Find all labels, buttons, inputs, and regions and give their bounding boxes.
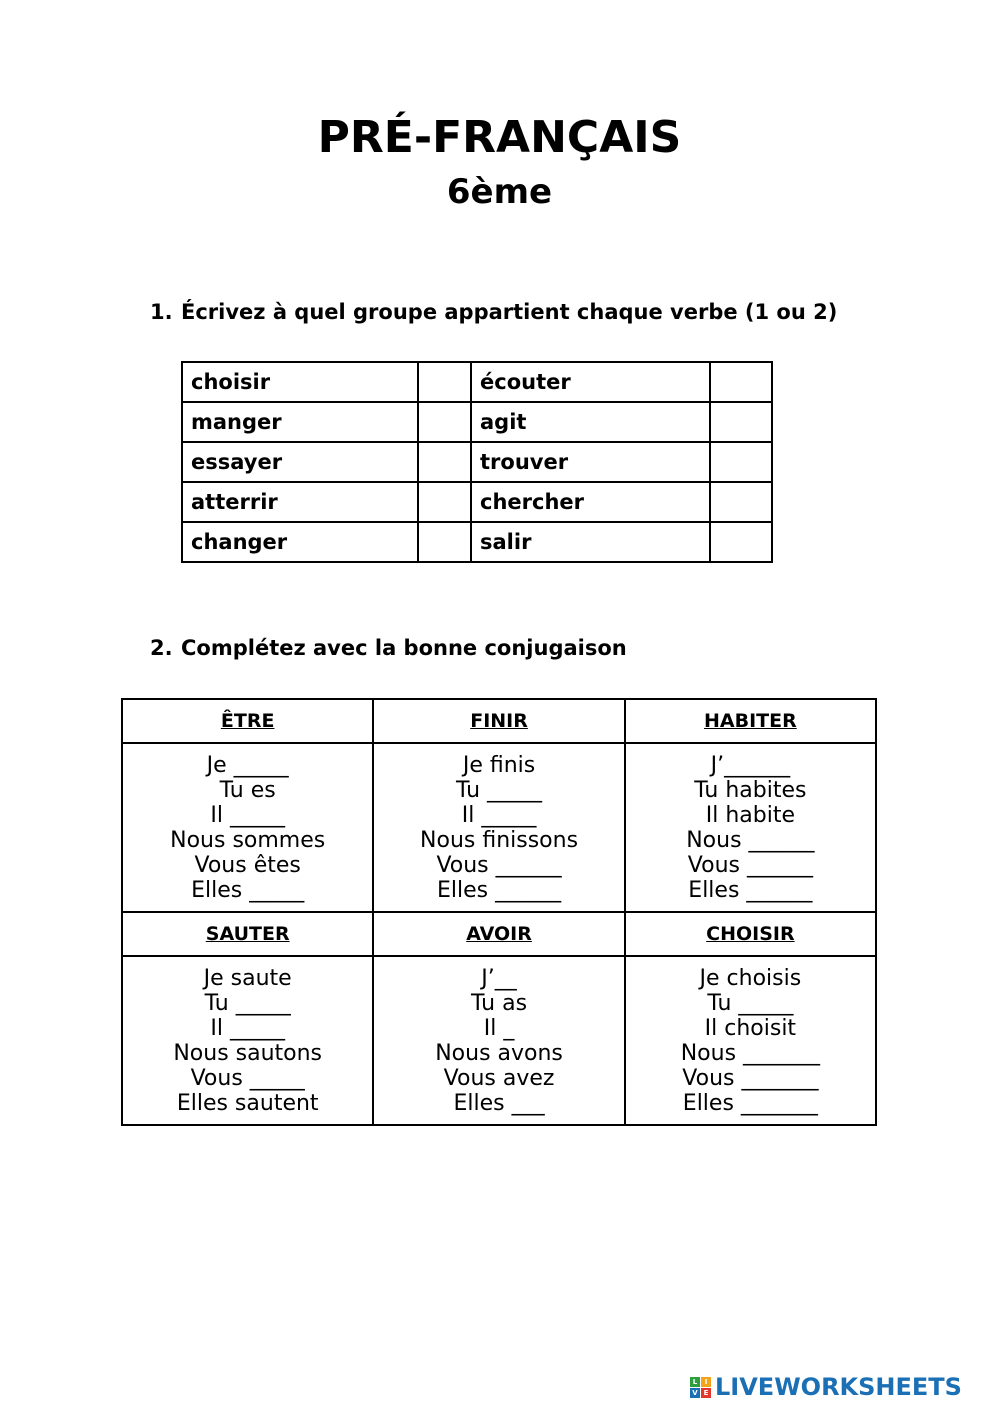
question-2-number: 2. <box>150 636 173 660</box>
conjugation-line[interactable]: J’__ <box>481 966 517 991</box>
conjugation-line[interactable]: J’______ <box>710 753 791 778</box>
page-subtitle: 6ème <box>446 172 553 212</box>
conjugation-line: Nous avons <box>435 1041 563 1066</box>
conjugation-line[interactable]: Elles ______ <box>688 878 813 903</box>
page-title: PRÉ-FRANÇAIS <box>317 112 682 163</box>
answer-box[interactable] <box>418 482 471 522</box>
conjugation-line[interactable]: Il _____ <box>461 803 537 828</box>
table-row <box>122 743 876 912</box>
conjugation-cell <box>373 743 624 912</box>
conjugation-line: Nous sommes <box>170 828 326 853</box>
answer-box[interactable] <box>418 402 471 442</box>
conjugation-line[interactable]: Je _____ <box>206 753 289 778</box>
conjugation-line[interactable]: Tu _____ <box>707 991 794 1016</box>
table-row <box>182 482 772 522</box>
conjugation-cell <box>122 956 373 1125</box>
conjugation-line: Je saute <box>203 966 292 991</box>
verb-cell: choisir <box>182 362 418 402</box>
verb-cell: écouter <box>471 362 710 402</box>
conjugation-line[interactable]: Vous ______ <box>687 853 813 878</box>
answer-box[interactable] <box>710 482 772 522</box>
verb-cell: chercher <box>471 482 710 522</box>
answer-box[interactable] <box>418 522 471 562</box>
conjugation-line: Tu es <box>219 778 276 803</box>
conjugation-line[interactable]: Vous _____ <box>190 1066 305 1091</box>
verb-cell: essayer <box>182 442 418 482</box>
conjugation-line: Elles sautent <box>176 1091 319 1116</box>
question-2 <box>150 636 627 660</box>
conjugation-line: Vous êtes <box>194 853 301 878</box>
answer-box[interactable] <box>710 362 772 402</box>
question-2-text: Complétez avec la bonne conjugaison <box>181 636 627 660</box>
conjugation-cell <box>625 956 876 1125</box>
table-row <box>182 442 772 482</box>
conjugation-line[interactable]: Elles _____ <box>191 878 305 903</box>
conjugation-table <box>121 698 877 1126</box>
conjugation-line: Tu as <box>471 991 528 1016</box>
answer-box[interactable] <box>418 362 471 402</box>
table-row <box>182 522 772 562</box>
conjugation-line[interactable]: Il _ <box>483 1016 515 1041</box>
verb-header: AVOIR <box>373 912 624 956</box>
conjugation-line[interactable]: Tu _____ <box>204 991 291 1016</box>
conjugation-line: Vous avez <box>443 1066 555 1091</box>
table-row <box>182 362 772 402</box>
conjugation-line[interactable]: Il _____ <box>210 803 285 828</box>
liveworksheets-logo-text: LIVEWORKSHEETS <box>715 1373 962 1401</box>
verb-group-table <box>181 361 773 563</box>
verb-cell: trouver <box>471 442 710 482</box>
conjugation-line[interactable]: Vous ______ <box>436 853 562 878</box>
conjugation-line: Je choisis <box>699 966 802 991</box>
verb-header: CHOISIR <box>625 912 876 956</box>
conjugation-cell <box>625 743 876 912</box>
conjugation-line: Nous finissons <box>420 828 579 853</box>
verb-header: HABITER <box>625 699 876 743</box>
answer-box[interactable] <box>710 442 772 482</box>
liveworksheets-logo-icon: L I V E <box>690 1377 711 1398</box>
conjugation-cell <box>122 743 373 912</box>
verb-cell: atterrir <box>182 482 418 522</box>
verb-header: ÊTRE <box>122 699 373 743</box>
conjugation-line: Nous sautons <box>173 1041 323 1066</box>
conjugation-line: Tu habites <box>694 778 807 803</box>
liveworksheets-logo <box>690 1374 962 1400</box>
conjugation-cell <box>373 956 624 1125</box>
answer-box[interactable] <box>710 402 772 442</box>
conjugation-line[interactable]: Nous _______ <box>680 1041 821 1066</box>
verb-header: FINIR <box>373 699 624 743</box>
table-row <box>122 912 876 956</box>
verb-header: SAUTER <box>122 912 373 956</box>
conjugation-line[interactable]: Nous ______ <box>686 828 815 853</box>
verb-cell: salir <box>471 522 710 562</box>
conjugation-line[interactable]: Il _____ <box>210 1016 285 1041</box>
conjugation-line: Il habite <box>705 803 795 828</box>
question-1 <box>150 300 837 324</box>
answer-box[interactable] <box>710 522 772 562</box>
conjugation-line: Il choisit <box>704 1016 797 1041</box>
conjugation-line[interactable]: Tu _____ <box>456 778 543 803</box>
table-row <box>182 402 772 442</box>
verb-cell: agit <box>471 402 710 442</box>
answer-box[interactable] <box>418 442 471 482</box>
question-1-text: Écrivez à quel groupe appartient chaque verbe (1 ou 2) <box>181 300 838 324</box>
table-row <box>122 699 876 743</box>
conjugation-line[interactable]: Elles ___ <box>453 1091 545 1116</box>
conjugation-line[interactable]: Elles _______ <box>682 1091 818 1116</box>
verb-cell: changer <box>182 522 418 562</box>
verb-cell: manger <box>182 402 418 442</box>
conjugation-line: Je finis <box>462 753 536 778</box>
question-1-number: 1. <box>150 300 173 324</box>
conjugation-line[interactable]: Elles ______ <box>436 878 562 903</box>
table-row <box>122 956 876 1125</box>
conjugation-line[interactable]: Vous _______ <box>682 1066 819 1091</box>
